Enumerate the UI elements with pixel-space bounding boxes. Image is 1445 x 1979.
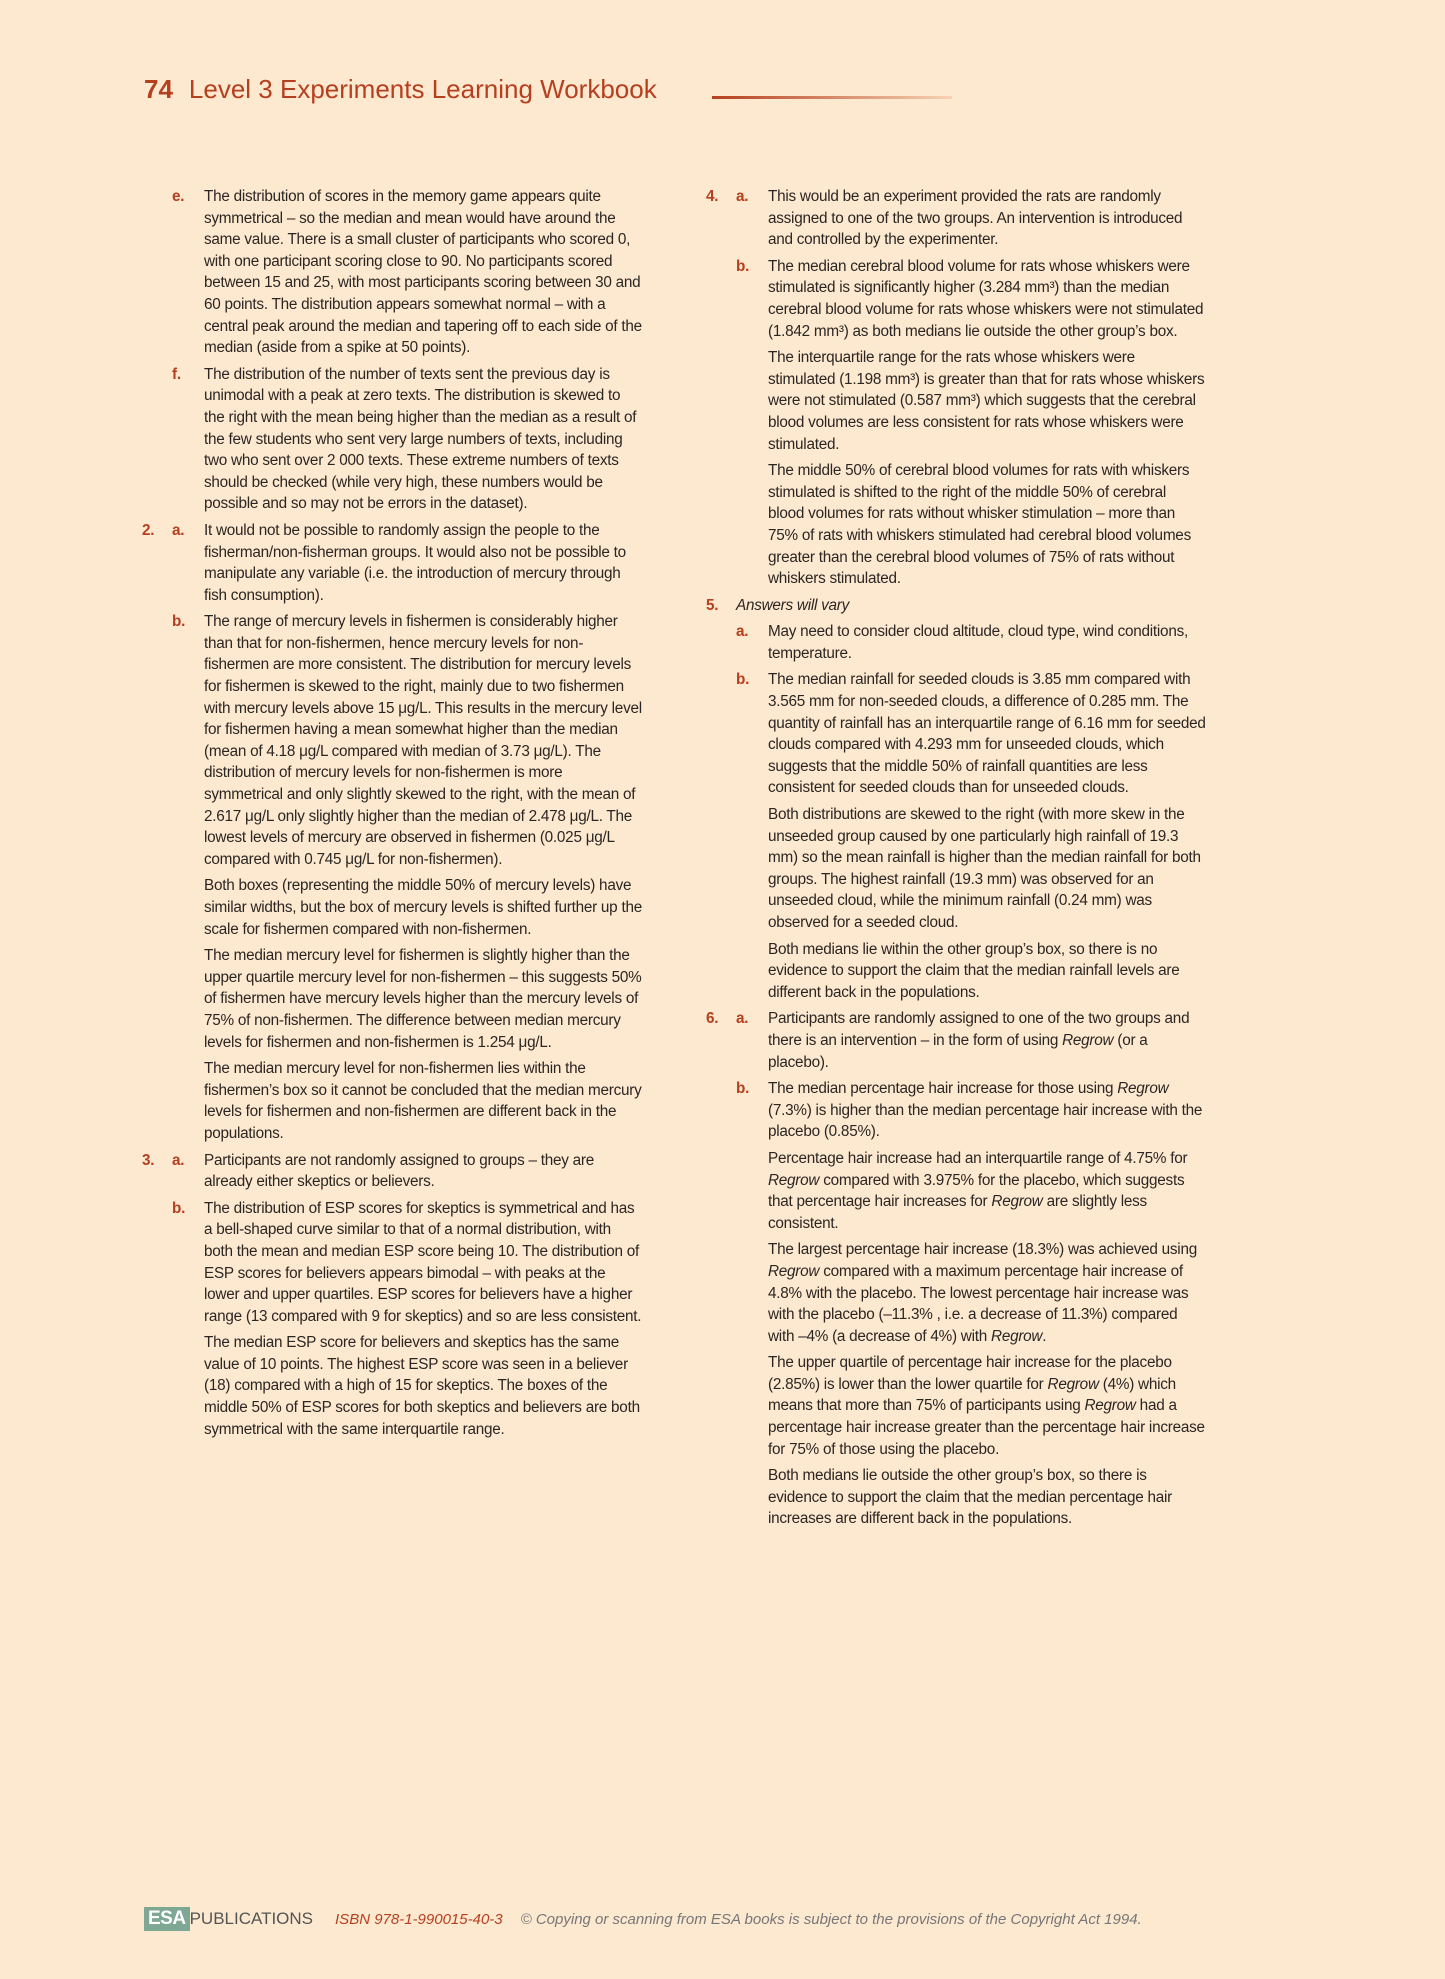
answer-body xyxy=(768,256,1206,595)
answer-body xyxy=(768,1078,1206,1535)
left-column xyxy=(142,186,682,1445)
page-footer xyxy=(144,1907,1142,1931)
answer-item xyxy=(706,186,1246,256)
answer-paragraph xyxy=(204,520,642,606)
answer-body xyxy=(768,1008,1206,1078)
question-number: 6. xyxy=(706,1010,719,1028)
answer-paragraph xyxy=(768,1008,1206,1073)
part-letter: b. xyxy=(736,1080,750,1098)
esa-logo: ESA xyxy=(144,1907,190,1931)
text-segment: Percentage hair increase had an interquartile range of 4.75% for xyxy=(768,1149,1188,1167)
answer-paragraph xyxy=(204,1058,642,1144)
question-number xyxy=(706,256,736,595)
part-letter: a. xyxy=(172,1151,185,1169)
answer-item xyxy=(142,186,682,364)
page-header xyxy=(144,74,657,105)
text-segment: The distribution of scores in the memory game appears quite symmetrical – so the median and mean would have around the same value. There is a small cluster of participants who scored 0, with one participant scoring close to 90. No participants scored between 15 and 25, with most participants scoring between 30 and 60 points. The distribution appears somewhat normal – with a central peak around the median and tapering off to each side of the median (aside from a spike at 50 points). xyxy=(204,188,642,357)
answer-item xyxy=(142,611,682,1149)
answer-item xyxy=(706,621,1246,669)
book-title: Level 3 Experiments Learning Workbook xyxy=(188,74,657,104)
answer-paragraph xyxy=(204,945,642,1053)
question-number xyxy=(142,364,172,520)
text-segment: (7.3%) is higher than the median percentage hair increase with the placebo (0.85%). xyxy=(768,1101,1203,1141)
question-number xyxy=(706,621,736,669)
answer-body xyxy=(204,1150,642,1198)
question-number xyxy=(142,611,172,1149)
text-segment: The median cerebral blood volume for rats whose whiskers were stimulated is significantly higher (3.284 mm³) than the median cerebral blood volume for rats whose whiskers were not stimulated (1.842 mm³) as both medians lie outside the other group’s box. xyxy=(768,257,1204,340)
answer-paragraph xyxy=(768,256,1206,342)
answer-paragraph xyxy=(768,939,1206,1004)
answer-item xyxy=(142,364,682,520)
text-segment: The upper quartile of percentage hair increase for the placebo (2.85%) is lower than the lower quartile for xyxy=(768,1354,1172,1393)
answer-paragraph xyxy=(768,460,1206,590)
part-letter: a. xyxy=(736,1010,749,1028)
isbn: ISBN 978-1-990015-40-3 xyxy=(335,1910,503,1928)
question-number: 5. xyxy=(706,596,719,614)
answer-paragraph xyxy=(768,1239,1206,1347)
answer-paragraph xyxy=(768,621,1206,664)
text-segment: Participants are randomly assigned to one of the two groups and there is an intervention – in the form of using xyxy=(768,1010,1190,1049)
text-segment: Both boxes (representing the middle 50% of mercury levels) have similar widths, but the box of mercury levels is shifted further up the scale for fishermen compared with non-fishermen. xyxy=(204,877,642,938)
page-number: 74 xyxy=(144,74,173,104)
answer-paragraph xyxy=(768,347,1206,455)
text-segment: The median percentage hair increase for those using xyxy=(768,1080,1118,1098)
text-segment: It would not be possible to randomly assign the people to the fisherman/non-fisherman groups. It would also not be possible to manipulate any variable (i.e. the introduction of mercury through fish consumption). xyxy=(204,521,626,604)
part-letter: b. xyxy=(172,1199,186,1217)
text-segment: The median rainfall for seeded clouds is 3.85 mm compared with 3.565 mm for non-seeded clouds, a difference of 0.285 mm. The quantity of rainfall has an interquartile range of 6.16 mm for seeded clouds compared with 4.293 mm for unseeded clouds, which suggests that the middle 50% of rainfall quantities are less consistent for seeded clouds than for unseeded clouds. xyxy=(768,671,1206,797)
text-segment: compared with 3.975% for the placebo, which suggests that percentage hair increases for xyxy=(768,1171,1185,1211)
part-letter: b. xyxy=(736,671,750,689)
text-segment: May need to consider cloud altitude, cloud type, wind conditions, temperature. xyxy=(768,623,1188,662)
text-segment: . xyxy=(1042,1327,1047,1345)
text-segment: This would be an experiment provided the rats are randomly assigned to one of the two groups. An intervention is introduced and controlled by the experimenter. xyxy=(768,188,1183,249)
part-letter: a. xyxy=(736,623,749,641)
answer-body xyxy=(768,669,1206,1008)
text-segment: The range of mercury levels in fishermen is considerably higher than that for non-fishermen, hence mercury levels for non-fishermen are more consistent. The distribution for mercury levels for fishermen is skewed to the right, mainly due to two fishermen with mercury levels above 15 μg/L. This results in the mercury level for fishermen having a mean somewhat higher than the median (mean of 4.18 μg/L compared with median of 3.73 μg/L). The distribution of mercury levels for non-fishermen is more symmetrical and only slightly skewed to the right, with the mean of 2.617 μg/L only slightly higher than the median of 2.478 μg/L. The lowest levels of mercury are observed in fishermen (0.025 μg/L compared with 0.745 μg/L for non-fishermen). xyxy=(204,613,642,868)
answer-body xyxy=(204,520,642,611)
part-letter: b. xyxy=(172,613,186,631)
answer-item xyxy=(706,595,1246,622)
text-segment: The median mercury level for fishermen is slightly higher than the upper quartile mercury level for non-fishermen – this suggests 50% of fishermen have mercury levels higher than the mercury levels of 75% of non-fishermen. The difference between median mercury levels for fishermen and non-fishermen is 1.254 μg/L. xyxy=(204,947,642,1051)
text-segment: are slightly less consistent. xyxy=(768,1193,1147,1232)
header-rule xyxy=(712,96,952,99)
part-letter: e. xyxy=(172,188,185,205)
answer-item xyxy=(706,1008,1246,1078)
italic-text: Regrow xyxy=(768,1171,820,1189)
publisher-name: PUBLICATIONS xyxy=(189,1909,314,1928)
text-segment: (or a placebo). xyxy=(768,1031,1148,1071)
answer-body xyxy=(204,611,642,1149)
text-segment: (4%) which means that more than 75% of participants using xyxy=(768,1375,1176,1415)
answer-paragraph xyxy=(204,186,642,359)
italic-text: Regrow xyxy=(991,1327,1043,1345)
answer-paragraph xyxy=(204,875,642,940)
copyright-notice: © Copying or scanning from ESA books is subject to the provisions of the Copyright Act 1994. xyxy=(520,1910,1142,1928)
answer-paragraph xyxy=(768,1148,1206,1234)
answer-body xyxy=(768,186,1206,256)
part-letter: b. xyxy=(736,257,750,275)
answer-paragraph xyxy=(204,1198,642,1328)
answer-item xyxy=(706,1078,1246,1535)
answer-item xyxy=(142,520,682,611)
part-letter: f. xyxy=(172,365,181,383)
answer-paragraph xyxy=(768,1352,1206,1460)
answer-paragraph xyxy=(204,1332,642,1440)
italic-text: Regrow xyxy=(1084,1397,1136,1415)
italic-text: Regrow xyxy=(768,1262,820,1280)
answer-body xyxy=(736,595,1206,622)
answer-paragraph xyxy=(768,804,1206,934)
italic-text: Regrow xyxy=(1047,1375,1099,1393)
text-segment: The largest percentage hair increase (18.3%) was achieved using xyxy=(768,1241,1197,1259)
right-column xyxy=(706,186,1246,1535)
answer-item xyxy=(706,256,1246,595)
answer-paragraph xyxy=(204,611,642,870)
italic-text: Answers will vary xyxy=(736,596,850,614)
text-segment: The median ESP score for believers and skeptics has the same value of 10 points. The highest ESP score was seen in a believer (18) compared with a high of 15 for skeptics. The boxes of the middle 50% of ESP scores for both skeptics and believers are both symmetrical with the same interquartile range. xyxy=(204,1334,640,1438)
answer-item xyxy=(706,669,1246,1008)
answer-body xyxy=(768,621,1206,669)
italic-text: Regrow xyxy=(1117,1080,1169,1098)
answer-paragraph xyxy=(736,595,1206,617)
answer-paragraph xyxy=(768,186,1206,251)
answer-body xyxy=(204,364,642,520)
text-segment: Participants are not randomly assigned to groups – they are already either skeptics or believers. xyxy=(204,1151,594,1191)
answer-paragraph xyxy=(204,364,642,515)
text-segment: The distribution of ESP scores for skeptics is symmetrical and has a bell-shaped curve similar to that of a normal distribution, with both the mean and median ESP score being 10. The distribution of ESP scores for believers appears bimodal – with peaks at the lower and upper quartiles. ESP scores for believers have a higher range (13 compared with 9 for skeptics) and so are less consistent. xyxy=(204,1199,642,1325)
part-letter: a. xyxy=(736,188,749,205)
answer-body xyxy=(204,1198,642,1446)
answer-paragraph xyxy=(204,1150,642,1193)
question-number: 3. xyxy=(142,1151,155,1169)
answer-paragraph xyxy=(768,1078,1206,1143)
text-segment: The interquartile range for the rats whose whiskers were stimulated (1.198 mm³) is greater than that for rats whose whiskers were not stimulated (0.587 mm³) which suggests that the cerebral blood volumes are less consistent for rats whose whiskers were stimulated. xyxy=(768,349,1205,453)
italic-text: Regrow xyxy=(991,1193,1043,1211)
question-number xyxy=(142,186,172,364)
answer-item xyxy=(142,1150,682,1198)
question-number: 4. xyxy=(706,188,719,205)
question-number: 2. xyxy=(142,521,155,539)
answer-body xyxy=(204,186,642,364)
text-segment: Both medians lie within the other group’s box, so there is no evidence to support the claim that the median rainfall levels are different back in the populations. xyxy=(768,940,1180,1001)
text-segment: Both medians lie outside the other group’s box, so there is evidence to support the claim that the median percentage hair increases are different back in the populations. xyxy=(768,1467,1172,1528)
answer-item xyxy=(142,1198,682,1446)
question-number xyxy=(142,1198,172,1446)
text-segment: The middle 50% of cerebral blood volumes for rats with whiskers stimulated is shifted to the right of the middle 50% of cerebral blood volumes for rats without whisker stimulation – more than 75% of rats with whiskers stimulated had cerebral blood volumes greater than the cerebral blood volumes of 75% of rats without whiskers stimulated. xyxy=(768,462,1191,588)
answer-paragraph xyxy=(768,669,1206,799)
answer-paragraph xyxy=(768,1465,1206,1530)
question-number xyxy=(706,1078,736,1535)
text-segment: The distribution of the number of texts sent the previous day is unimodal with a peak at zero texts. The distribution is skewed to the right with the mean being higher than the median as a result of the few students who sent very large numbers of texts, including two who sent over 2 000 texts. These extreme numbers of texts should be checked (while very high, these numbers would be possible and so may not be errors in the dataset). xyxy=(204,365,637,513)
text-segment: compared with a maximum percentage hair increase of 4.8% with the placebo. The lowest percentage hair increase was with the placebo (–11.3% , i.e. a decrease of 11.3%) compared with –4% (a decrease of 4%) with xyxy=(768,1262,1189,1345)
question-number xyxy=(706,669,736,1008)
text-segment: had a percentage hair increase greater than the percentage hair increase for 75% of those using the placebo. xyxy=(768,1397,1205,1458)
part-letter: a. xyxy=(172,521,185,539)
text-segment: Both distributions are skewed to the right (with more skew in the unseeded group caused by one particularly high rainfall of 19.3 mm) so the mean rainfall is higher than the median rainfall for both groups. The highest rainfall (19.3 mm) was observed for an unseeded cloud, while the minimum rainfall (0.24 mm) was observed for a seeded cloud. xyxy=(768,806,1201,931)
text-segment: The median mercury level for non-fishermen lies within the fishermen’s box so it cannot be concluded that the median mercury levels for fishermen and non-fishermen are different back in the populations. xyxy=(204,1060,642,1142)
italic-text: Regrow xyxy=(1062,1031,1114,1049)
